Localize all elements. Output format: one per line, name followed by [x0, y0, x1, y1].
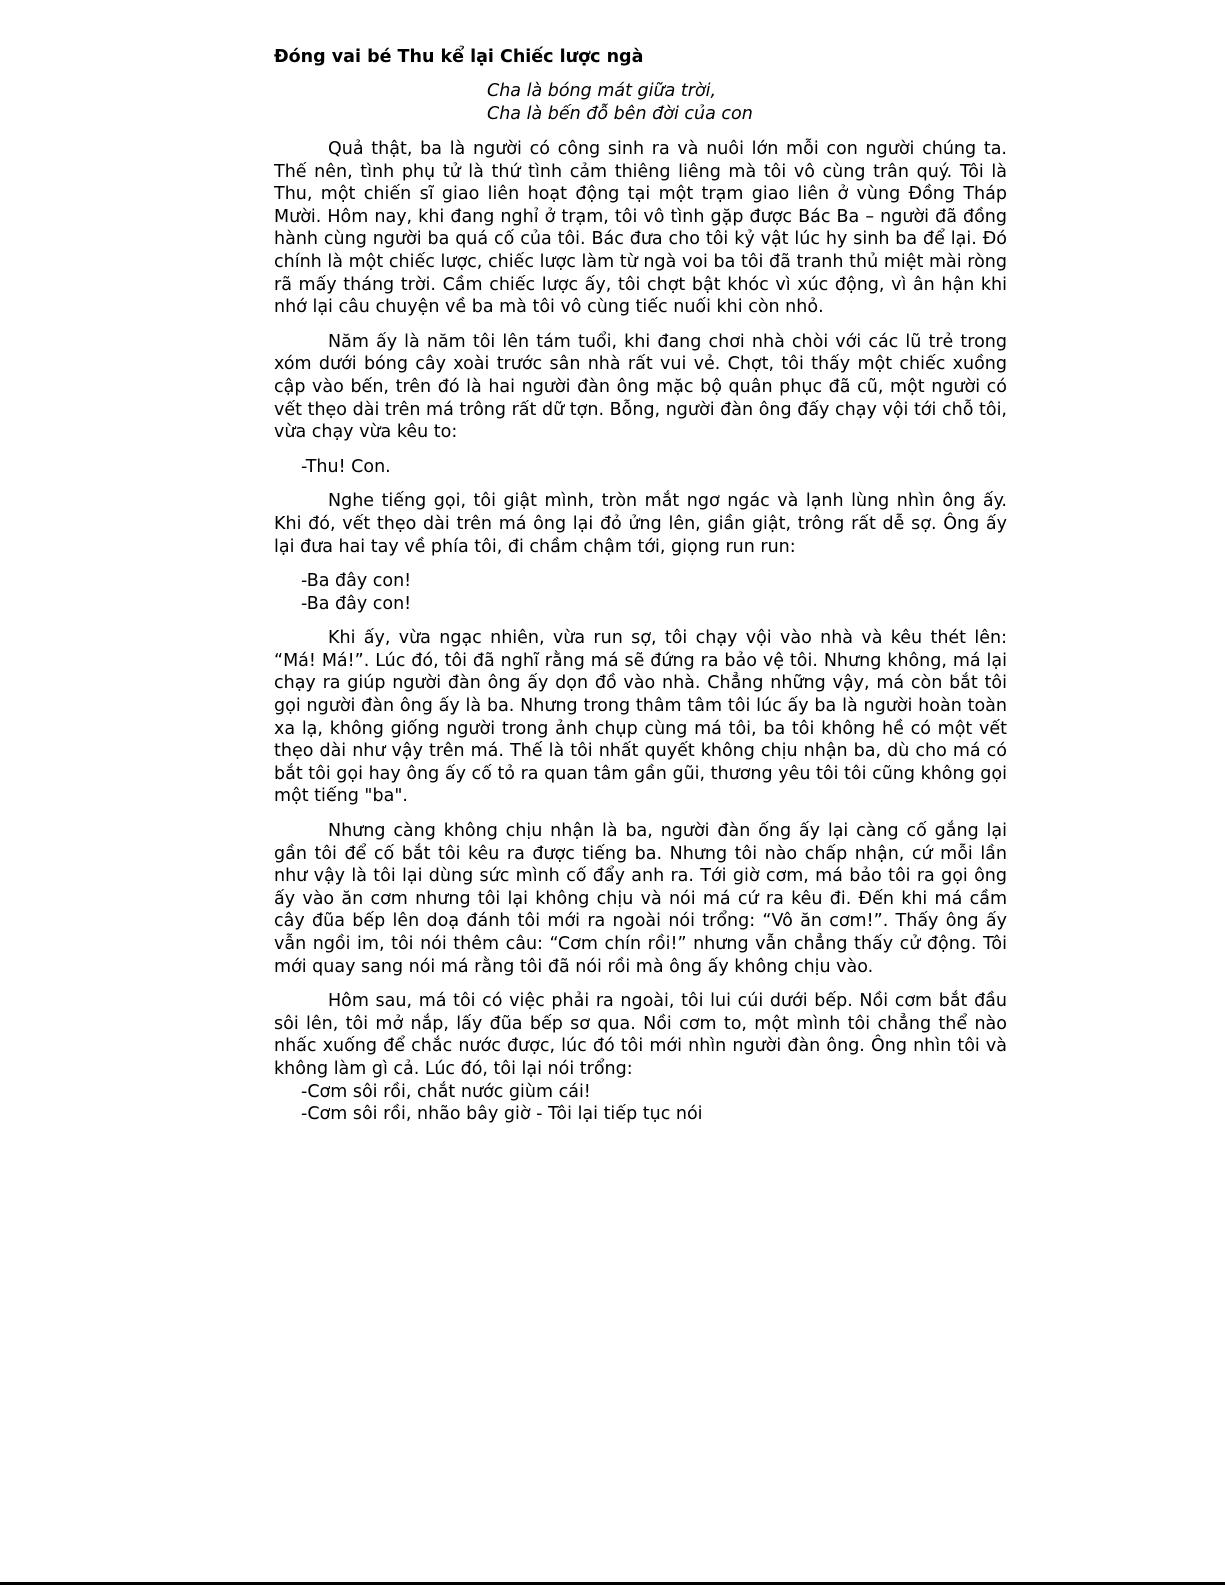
dialogue-line: -Cơm sôi rồi, nhão bây giờ - Tôi lại tiếp tục nói	[301, 1104, 703, 1125]
paragraph: Năm ấy là năm tôi lên tám tuổi, khi đang chơi nhà chòi với các lũ trẻ trong xóm dưới bóng cây xoài trước sân nhà rất vui vẻ. Chợt, tôi thấy một chiếc xuồng cập vào bến, trên đó là hai người đàn ông mặc bộ quân phục đã cũ, một người có vết thẹo dài trên má trông rất dữ tợn. Bỗng, người đàn ông đấy chạy vội tới chỗ tôi, vừa chạy vừa kêu to:	[274, 331, 1007, 443]
epigraph-line: Cha là bến đỗ bên đời của con	[487, 104, 753, 124]
epigraph	[487, 80, 1007, 126]
document-page	[274, 44, 1007, 1138]
epigraph-line: Cha là bóng mát giữa trời,	[487, 81, 717, 101]
paragraph: Khi ấy, vừa ngạc nhiên, vừa run sợ, tôi chạy vội vào nhà và kêu thét lên: “Má! Má!”. Lúc đó, tôi đã nghĩ rằng má sẽ đứng ra bảo vệ tôi. Nhưng không, má lại chạy ra giúp người đàn ông ấy dọn đồ vào nhà. Chẳng những vậy, má còn bắt tôi gọi người đàn ông ấy là ba. Nhưng trong thâm tâm tôi lúc ấy ba là người hoàn toàn xa lạ, không giống người trong ảnh chụp cùng má tôi, ba tôi không hề có một vết thẹo dài như vậy trên má. Thế là tôi nhất quyết không chịu nhận ba, dù cho má có bắt tôi gọi hay ông ấy cố tỏ ra quan tâm gần gũi, thương yêu tôi tôi cũng không gọi một tiếng "ba".	[274, 628, 1007, 807]
dialogue-line: -Thu! Con.	[301, 456, 391, 477]
dialogue-line: -Ba đây con!	[301, 571, 412, 592]
dialogue-block	[301, 570, 1007, 615]
dialogue-block	[301, 456, 1007, 479]
paragraph: Hôm sau, má tôi có việc phải ra ngoài, tôi lui cúi dưới bếp. Nồi cơm bắt đầu sôi lên, tôi mở nắp, lấy đũa bếp sơ qua. Nồi cơm to, một mình tôi chẳng thể nào nhấc xuống để chắc nước được, lúc đó tôi mới nhìn người đàn ông. Ông nhìn tôi và không làm gì cả. Lúc đó, tôi lại nói trổng:	[274, 991, 1007, 1079]
paragraph: Nghe tiếng gọi, tôi giật mình, tròn mắt ngơ ngác và lạnh lùng nhìn ông ấy. Khi đó, vết thẹo dài trên má ông lại đỏ ửng lên, giần giật, trông rất dễ sợ. Ông ấy lại đưa hai tay về phía tôi, đi chầm chậm tới, giọng run run:	[274, 491, 1007, 557]
paragraph: Quả thật, ba là người có công sinh ra và nuôi lớn mỗi con người chúng ta. Thế nên, tình phụ tử là thứ tình cảm thiêng liêng mà tôi vô cùng trân quý. Tôi là Thu, một chiến sĩ giao liên hoạt động tại một trạm giao liên ở vùng Đồng Tháp Mười. Hôm nay, khi đang nghỉ ở trạm, tôi vô tình gặp được Bác Ba – người đã đồng hành cùng người ba quá cố của tôi. Bác đưa cho tôi kỷ vật lúc hy sinh ba để lại. Đó chính là một chiếc lược, chiếc lược làm từ ngà voi ba tôi đã tranh thủ miệt mài ròng rã mấy tháng trời. Cầm chiếc lược ấy, tôi chợt bật khóc vì xúc động, vì ân hận khi nhớ lại câu chuyện về ba mà tôi vô cùng tiếc nuối khi còn nhỏ.	[274, 139, 1007, 318]
dialogue-line: -Cơm sôi rồi, chắt nước giùm cái!	[301, 1081, 591, 1102]
dialogue-block	[301, 1081, 1007, 1126]
paragraph: Nhưng càng không chịu nhận là ba, người đàn ống ấy lại càng cố gắng lại gần tôi để cố bắt tôi kêu ra được tiếng ba. Nhưng tôi nào chấp nhận, cứ mỗi lần như vậy là tôi lại dùng sức mình cố đẩy anh ra. Tới giờ cơm, má bảo tôi ra gọi ông ấy vào ăn cơm nhưng tôi lại không chịu và nói má cứ ra kêu đi. Đến khi má cầm cây đũa bếp lên doạ đánh tôi mới ra ngoài nói trổng: “Vô ăn cơm!”. Thấy ông ấy vẫn ngồi im, tôi nói thêm câu: “Cơm chín rồi!” nhưng vẫn chẳng thấy cử động. Tôi mới quay sang nói má rằng tôi đã nói rồi mà ông ấy không chịu vào.	[274, 821, 1007, 977]
document-title: Đóng vai bé Thu kể lại Chiếc lược ngà	[274, 47, 644, 67]
dialogue-line: -Ba đây con!	[301, 593, 412, 614]
